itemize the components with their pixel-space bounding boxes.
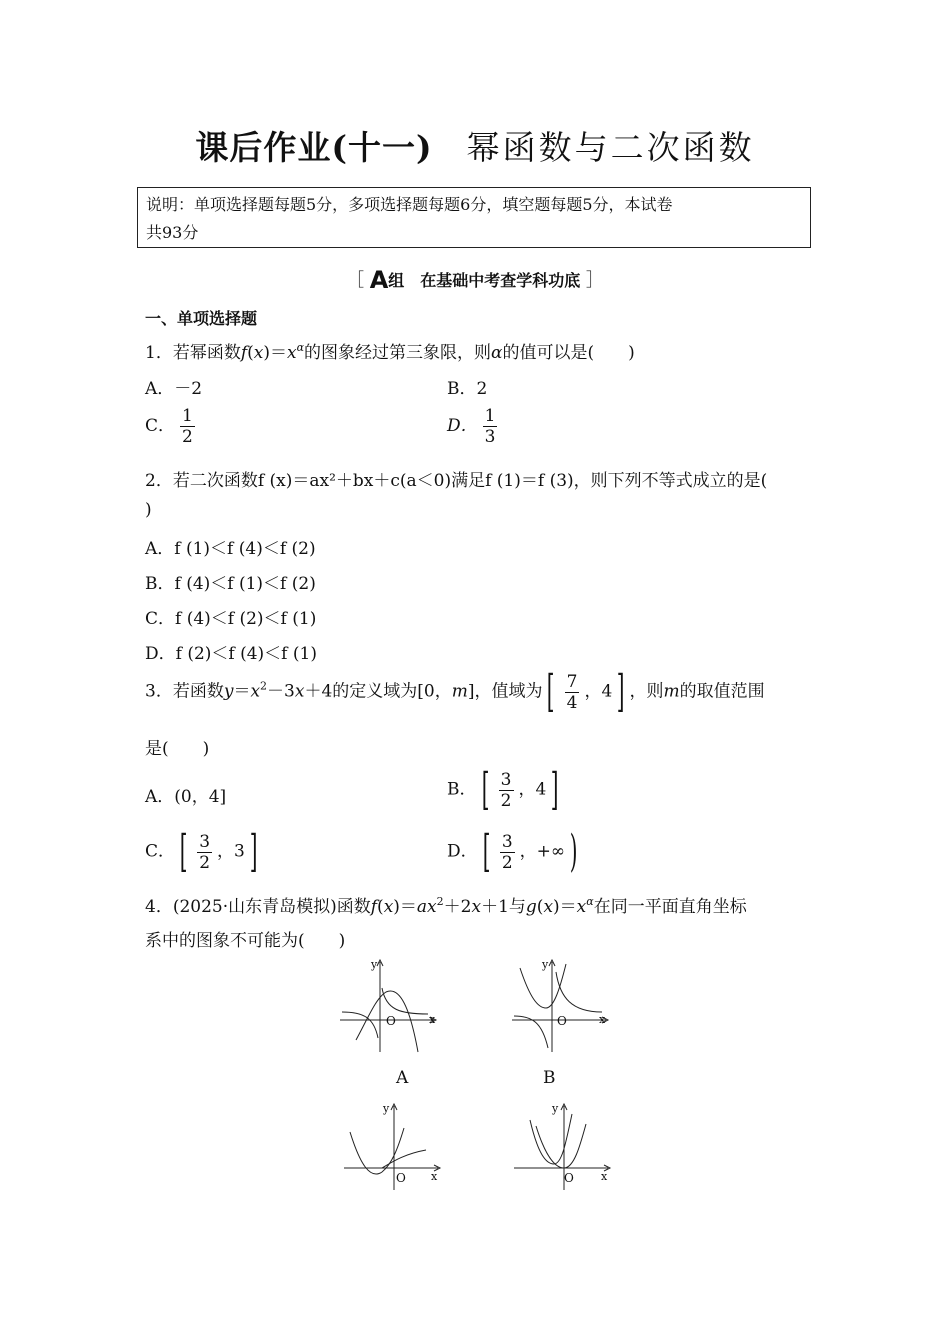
question-3-line-2: 是( ) (145, 739, 210, 759)
q2-option-d[interactable]: D．f (2)＜f (4)＜f (1) (145, 644, 317, 664)
fraction: $\frac{3}{2}$ (199, 831, 211, 873)
question-4-line-1: 4．(2025·山东青岛模拟)函数$f(x)=ax^2+2x+1$与$g(x)=x^\alpha$在同一平面直角坐标 (145, 895, 747, 917)
title-main: 课后作业(十一) (195, 128, 433, 167)
instructions-box (137, 187, 811, 248)
q1-option-b[interactable]: B．2 (447, 379, 488, 399)
graph-d-x-label: x (601, 1170, 608, 1183)
question-2-line-1: 2．若二次函数f (x)＝ax²＋bx＋c(a＜0)满足f (1)＝f (3)，则下列不等式成立的是( (145, 471, 768, 491)
instructions-line-2: 共93分 (146, 223, 199, 242)
question-1: 1．若幂函数$f(x)=x^\alpha$的图象经过第三象限，则α的值可以是( ) (145, 341, 635, 363)
q2-option-c[interactable]: C．f (4)＜f (2)＜f (1) (145, 609, 317, 629)
graph-c-x-label: x (431, 1170, 438, 1183)
q1-option-a[interactable]: A．－2 (145, 379, 203, 399)
graph-c-origin: O (396, 1171, 406, 1185)
graph-a-origin: O (386, 1014, 396, 1028)
title-sub: 幂函数与二次函数 (466, 128, 755, 167)
group-close-bracket: ］ (585, 270, 604, 291)
graph-a-label: A (396, 1068, 409, 1088)
question-2-line-2: ) (145, 500, 152, 520)
graph-d-y-label: y (552, 1102, 559, 1115)
q1-option-c[interactable]: C． $\frac{1}{2}$ (145, 406, 193, 447)
graph-a[interactable] (338, 958, 442, 1054)
page-title (0, 122, 950, 169)
graph-b-y-label: y (542, 958, 549, 971)
group-text: 组 在基础中考查学科功底 (388, 271, 581, 290)
question-4-line-2: 系中的图象不可能为( ) (145, 931, 346, 951)
fraction: $\frac{3}{2}$ (501, 831, 513, 873)
graph-c-y-label: y (383, 1102, 390, 1115)
question-3-line-1: 3．若函数$y=x^2-3x+4$的定义域为[0，m]，值域为 [ $\frac{7}{4}$ ，4 ] ，则m的取值范围 (145, 666, 765, 717)
instructions-line-1: 说明：单项选择题每题5分，多项选择题每题6分，填空题每题5分，本试卷 (146, 195, 673, 214)
q1-option-d[interactable]: D． $\frac{1}{3}$ (447, 406, 496, 447)
graph-b-origin: O (557, 1014, 567, 1028)
q3-option-b[interactable]: B． [ $\frac{3}{2}$ ，4 ] (447, 764, 559, 815)
group-heading (0, 266, 950, 294)
graph-a-y-label: y (371, 958, 378, 971)
graph-b-x-label: x (599, 1013, 606, 1026)
graph-b[interactable] (510, 958, 614, 1054)
graph-a-x-label: x (429, 1013, 436, 1026)
fraction: $\frac{1}{2}$ (182, 406, 193, 447)
q2-option-a[interactable]: A．f (1)＜f (4)＜f (2) (145, 539, 316, 559)
section-heading: 一、单项选择题 (145, 309, 258, 328)
fraction: $\frac{7}{4}$ (566, 671, 578, 713)
q3-option-c[interactable]: C． [ $\frac{3}{2}$ ，3 ] (145, 826, 258, 877)
graph-b-label: B (543, 1068, 556, 1088)
q3-option-a[interactable]: A．(0，4] (145, 787, 227, 807)
fraction: $\frac{3}{2}$ (500, 769, 512, 811)
fraction: $\frac{1}{3}$ (484, 406, 496, 447)
group-open-bracket: ［ (346, 270, 365, 291)
group-letter: A (369, 266, 389, 294)
q3-option-d[interactable]: D． [ $\frac{3}{2}$ ，+∞ ) (447, 826, 578, 877)
graph-d-origin: O (564, 1171, 574, 1185)
q2-option-b[interactable]: B．f (4)＜f (1)＜f (2) (145, 574, 316, 594)
